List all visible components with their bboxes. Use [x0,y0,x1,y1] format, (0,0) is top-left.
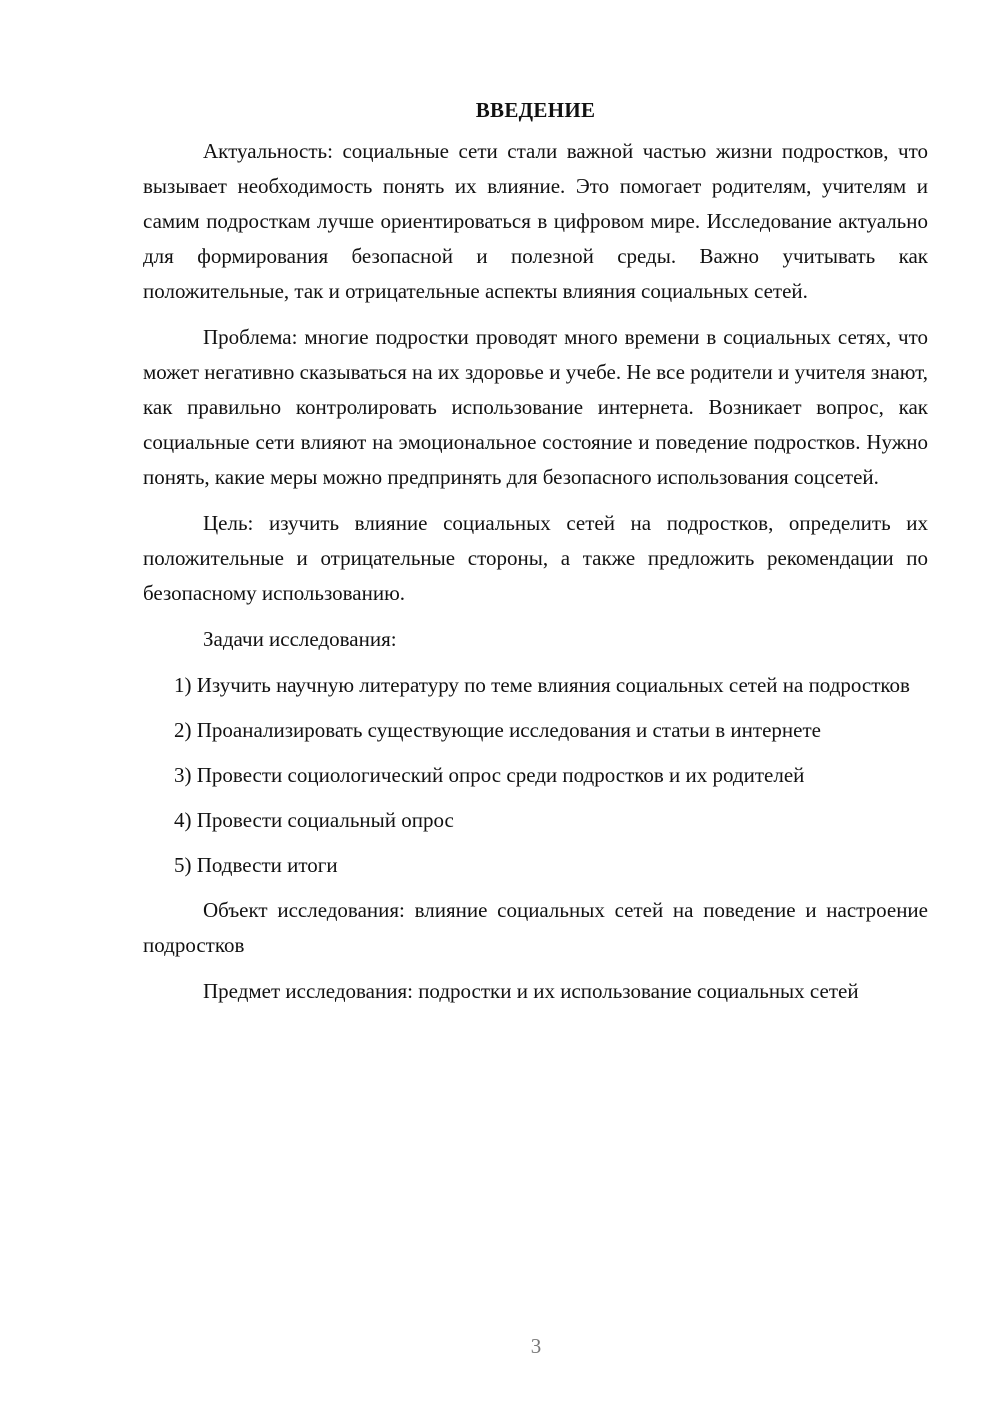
page-title: ВВЕДЕНИЕ [475,98,596,122]
task-item-5: 5) Подвести итоги [174,853,338,877]
document-page [143,96,928,1020]
paragraph-object: Объект исследования: влияние социальных сетей на поведение и настроение подростков [143,898,928,957]
task-item-3: 3) Провести социологический опрос среди подростков и их родителей [174,763,805,787]
task-item-1: 1) Изучить научную литературу по теме влияния социальных сетей на подростков [174,673,910,697]
paragraph-subject: Предмет исследования: подростки и их использование социальных сетей [203,979,859,1003]
task-item-2: 2) Проанализировать существующие исследования и статьи в интернете [174,718,821,742]
paragraph-goal: Цель: изучить влияние социальных сетей на подростков, определить их положительные и отрицательные стороны, а также предложить рекомендации по безопасному использованию. [143,511,928,605]
paragraph-relevance: Актуальность: социальные сети стали важной частью жизни подростков, что вызывает необходимость понять их влияние. Это помогает родителям, учителям и самим подросткам лучше ориентироваться в цифровом мире. Исследование актуально для формирования безопасной и полезной среды. Важно учитывать как положительные, так и отрицательные аспекты влияния социальных сетей. [143,139,928,303]
paragraph-problem: Проблема: многие подростки проводят много времени в социальных сетях, что может негативно сказываться на их здоровье и учебе. Не все родители и учителя знают, как правильно контролировать использование интернета. Возникает вопрос, как социальные сети влияют на эмоциональное состояние и поведение подростков. Нужно понять, какие меры можно предпринять для безопасного использования соцсетей. [143,325,928,489]
tasks-heading: Задачи исследования: [203,627,397,651]
page-number: 3 [530,1334,542,1358]
task-item-4: 4) Провести социальный опрос [174,808,454,832]
